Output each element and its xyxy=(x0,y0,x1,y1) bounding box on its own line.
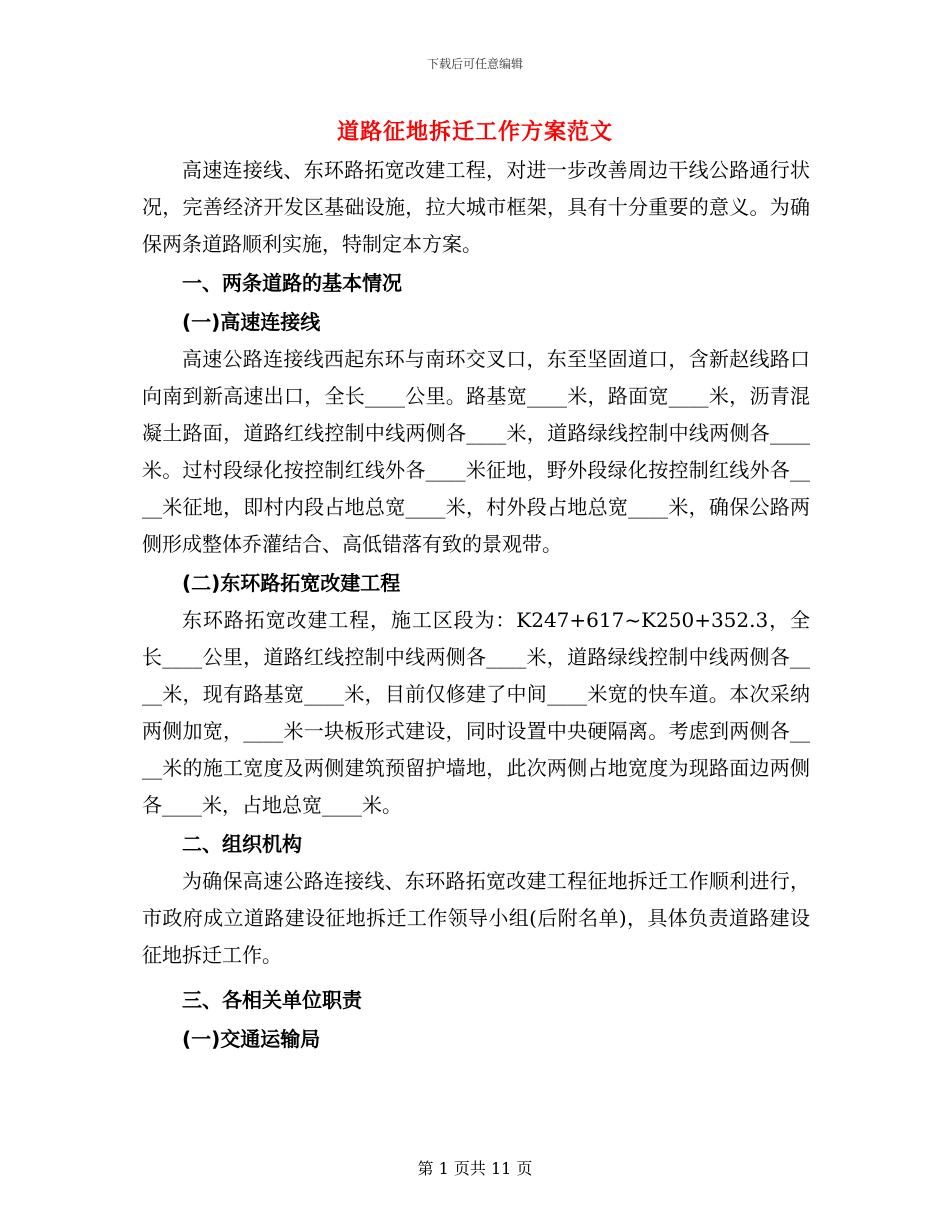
document-body xyxy=(142,152,810,1058)
organization-paragraph: 为确保高速公路连接线、东环路拓宽改建工程征地拆迁工作顺利进行，市政府成立道路建设征地拆迁工作领导小组(后附名单)，具体负责道路建设征地拆迁工作。 xyxy=(142,869,810,967)
section-heading-1: 一、两条道路的基本情况 xyxy=(182,271,402,295)
subsection-heading-3-1: (一)交通运输局 xyxy=(182,1027,321,1051)
east-ring-road-paragraph: 东环路拓宽改建工程，施工区段为：K247+617~K250+352.3，全长____公里，道路红线控制中线两侧各____米，道路绿线控制中线两侧各____米，现有路基宽____米，目前仅修建了中间____米宽的快车道。本次采纳两侧加宽，____米一块板形式建设，同时设置中央硬隔离。考虑到两侧各____米的施工宽度及两侧建筑预留护墙地，此次两侧占地宽度为现路面边两侧各____米，占地总宽____米。 xyxy=(142,608,810,817)
document-title: 道路征地拆迁工作方案范文 xyxy=(336,120,613,145)
section-heading-2: 二、组织机构 xyxy=(182,832,302,856)
subsection-heading-1-1: (一)高速连接线 xyxy=(182,310,321,334)
subsection-heading-1-2: (二)东环路拓宽改建工程 xyxy=(182,571,401,595)
intro-paragraph: 高速连接线、东环路拓宽改建工程，对进一步改善周边干线公路通行状况，完善经济开发区基础设施，拉大城市框架，具有十分重要的意义。为确保两条道路顺利实施，特制定本方案。 xyxy=(142,158,810,256)
header-note: 下载后可任意编辑 xyxy=(426,57,523,71)
page-footer: 第 1 页共 11 页 xyxy=(417,1159,533,1178)
section-heading-3: 三、各相关单位职责 xyxy=(182,988,362,1012)
highway-link-paragraph: 高速公路连接线西起东环与南环交叉口，东至坚固道口，含新赵线路口向南到新高速出口，全长____公里。路基宽____米，路面宽____米，沥青混凝土路面，道路红线控制中线两侧各____米，道路绿线控制中线两侧各____米。过村段绿化按控制红线外各____米征地，野外段绿化按控制红线外各____米征地，即村内段占地总宽____米，村外段占地总宽____米，确保公路两侧形成整体乔灌结合、高低错落有致的景观带。 xyxy=(142,347,810,556)
